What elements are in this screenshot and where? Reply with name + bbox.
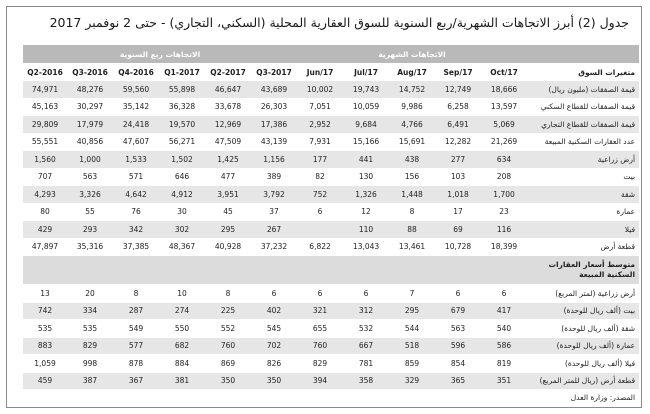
table-row [23,372,639,390]
price-section-header-row [23,256,639,285]
variables-header: متغيرات السوق [527,64,639,81]
row-label: عدد العقارات السكنية المبيعة [527,133,639,151]
table-cell [297,221,343,239]
column-header: 2016-Q3 [67,64,113,81]
table-row [23,151,639,169]
table-cell: 267 [251,221,297,239]
table-cell: 545 [251,320,297,338]
table-cell: 518 [389,337,435,355]
table-cell: 74,971 [23,81,67,99]
table-cell: 859 [389,355,435,373]
table-cell: 12,749 [435,81,481,99]
table-cell: 55,898 [159,81,205,99]
table-cell: 1,425 [205,151,251,169]
table-cell: 6,491 [435,116,481,134]
row-label: بيت (ألف ريال للوحدة) [527,302,639,320]
column-header: 2017-Q2 [205,64,251,81]
table-cell: 544 [389,320,435,338]
table-cell: 225 [205,302,251,320]
table-cell: 417 [481,302,527,320]
table-cell: 17 [435,203,481,221]
table-cell: 8 [389,203,435,221]
table-cell: 655 [297,320,343,338]
table-row [23,186,639,204]
table-cell: 208 [481,168,527,186]
table-cell: 82 [297,168,343,186]
table-body [23,45,639,81]
table-cell: 88 [389,221,435,239]
table-cell: 47,607 [113,133,159,151]
price-section-label: متوسط أسعار العقارات السكنية المبيعة [527,256,639,285]
table-cell: 535 [67,320,113,338]
column-header: Jun/17 [297,64,343,81]
table-cell: 682 [159,337,205,355]
table-cell: 1,156 [251,151,297,169]
table-cell: 9,684 [343,116,389,134]
table-cell: 7 [389,285,435,303]
table-cell: 4,912 [159,186,205,204]
table-row [23,168,639,186]
table-cell: 47,897 [23,238,67,256]
table-cell: 571 [113,168,159,186]
table-cell: 329 [389,372,435,390]
table-cell: 7,051 [297,98,343,116]
table-cell: 13 [23,285,67,303]
table-cell: 130 [343,168,389,186]
table-cell: 59,560 [113,81,159,99]
quarterly-group-header: الاتجاهات ربع السنوية [23,45,297,64]
table-cell: 1,560 [23,151,67,169]
row-label: شقة [527,186,639,204]
table-cell: 33,678 [205,98,251,116]
table-cell: 4,293 [23,186,67,204]
table-cell: 702 [251,337,297,355]
table-cell: 156 [389,168,435,186]
table-cell: 80 [23,203,67,221]
table-row [23,221,639,239]
column-header: 2017-Q1 [159,64,205,81]
table-cell: 15,691 [389,133,435,151]
table-cell: 293 [67,221,113,239]
row-label: أرض زراعية [527,151,639,169]
table-cell: 116 [481,221,527,239]
table-cell: 596 [435,337,481,355]
row-label: أرض زراعية (لمتر المربع) [527,285,639,303]
table-cell: 45 [205,203,251,221]
row-label: قيمة الصفقات (مليون ريال) [527,81,639,99]
table-cell: 295 [389,302,435,320]
table-row [23,320,639,338]
source-note: المصدر: وزارة العدل [23,390,639,405]
table-cell: 321 [297,302,343,320]
table-cell: 540 [481,320,527,338]
table-cell: 55 [67,203,113,221]
table-cell: 46,647 [205,81,251,99]
table-cell: 829 [67,337,113,355]
table-cell: 550 [159,320,205,338]
table-cell: 10,059 [343,98,389,116]
table-cell: 14,752 [389,81,435,99]
table-cell: 13,043 [343,238,389,256]
table-cell: 103 [435,168,481,186]
table-cell: 40,928 [205,238,251,256]
table-cell: 6 [435,285,481,303]
table-cell: 6 [251,285,297,303]
table-cell: 30 [159,203,205,221]
table-cell: 752 [297,186,343,204]
table-cell: 37,232 [251,238,297,256]
row-label: شقة (ألف ريال للوحدة) [527,320,639,338]
price-section [23,256,639,285]
table-cell: 43,689 [251,81,297,99]
table-cell: 21,269 [481,133,527,151]
table-row [23,81,639,99]
table-cell: 381 [159,372,205,390]
table-cell: 56,271 [159,133,205,151]
row-label: قطعة أرض [527,238,639,256]
table-cell: 76 [113,203,159,221]
table-cell: 4,766 [389,116,435,134]
table-cell: 17,386 [251,116,297,134]
column-header: Oct/17 [481,64,527,81]
table-cell: 10,728 [435,238,481,256]
table-cell: 312 [343,302,389,320]
table-cell: 389 [251,168,297,186]
table-row [23,238,639,256]
document-frame [6,6,642,408]
table-cell: 5,069 [481,116,527,134]
table-row [23,355,639,373]
table-cell: 819 [481,355,527,373]
table-cell: 1,700 [481,186,527,204]
table-cell: 35,316 [67,238,113,256]
row-label: عمارة [527,203,639,221]
table-row [23,203,639,221]
table-cell: 350 [205,372,251,390]
column-header: 2016-Q4 [113,64,159,81]
table-cell: 1,326 [343,186,389,204]
table-cell: 3,326 [67,186,113,204]
table-row [23,285,639,303]
monthly-group-header: الاتجاهات الشهرية [297,45,527,64]
row-label: قطعة أرض (ريال للمتر المربع) [527,372,639,390]
table-cell: 1,059 [23,355,67,373]
table-cell: 69 [435,221,481,239]
table-cell: 19,743 [343,81,389,99]
table-cell: 8 [205,285,251,303]
table-cell: 532 [343,320,389,338]
table-cell: 781 [343,355,389,373]
table-cell: 12,282 [435,133,481,151]
table-cell: 6 [297,285,343,303]
column-header: 2016-Q2 [23,64,67,81]
table-cell: 441 [343,151,389,169]
table-cell: 37,385 [113,238,159,256]
table-cell: 884 [159,355,205,373]
table-cell: 40,856 [67,133,113,151]
table-cell: 387 [67,372,113,390]
table-cell: 742 [23,302,67,320]
table-cell: 358 [343,372,389,390]
table-cell: 36,328 [159,98,205,116]
table-cell: 342 [113,221,159,239]
table-cell: 1,502 [159,151,205,169]
table-cell: 351 [481,372,527,390]
table-cell: 12 [343,203,389,221]
table-cell: 7,931 [297,133,343,151]
table-cell: 402 [251,302,297,320]
table-cell: 3,951 [205,186,251,204]
row-label: بيت [527,168,639,186]
table-cell: 883 [23,337,67,355]
table-cell: 47,509 [205,133,251,151]
table-cell: 29,809 [23,116,67,134]
table-cell: 43,139 [251,133,297,151]
table-cell: 1,448 [389,186,435,204]
table-cell: 6,258 [435,98,481,116]
table-cell: 634 [481,151,527,169]
table-cell: 1,533 [113,151,159,169]
table-cell: 55,551 [23,133,67,151]
column-header: Sep/17 [435,64,481,81]
table-cell: 48,276 [67,81,113,99]
table-cell: 6 [481,285,527,303]
table-cell: 48,367 [159,238,205,256]
row-label: فيلا [527,221,639,239]
table-cell: 586 [481,337,527,355]
table-cell: 9,986 [389,98,435,116]
table-cell: 829 [297,355,343,373]
table-cell: 110 [343,221,389,239]
table-cell: 35,142 [113,98,159,116]
table-cell: 4,642 [113,186,159,204]
table-cell: 367 [113,372,159,390]
table-cell: 12,969 [205,116,251,134]
table-cell: 8 [113,285,159,303]
price-rows [23,285,639,390]
table-cell: 18,666 [481,81,527,99]
table-cell: 23 [481,203,527,221]
table-cell: 549 [113,320,159,338]
column-header-row [23,64,639,81]
table-row [23,133,639,151]
table-cell: 10,002 [297,81,343,99]
table-cell: 6,822 [297,238,343,256]
table-cell: 18,399 [481,238,527,256]
table-cell: 760 [205,337,251,355]
source-section [23,390,639,405]
table-cell: 429 [23,221,67,239]
table-cell: 477 [205,168,251,186]
table-cell: 13,461 [389,238,435,256]
table-title: جدول (2) أبرز الاتجاهات الشهرية/ربع السنوية للسوق العقارية المحلية (السكني، التجاري) - حتى 2 نوفمبر 2017 [49,15,629,30]
table-cell: 37 [251,203,297,221]
table-cell: 295 [205,221,251,239]
table-cell: 826 [251,355,297,373]
table-cell: 277 [435,151,481,169]
table-cell: 10 [159,285,205,303]
table-cell: 878 [113,355,159,373]
table-cell: 1,000 [67,151,113,169]
table-row [23,98,639,116]
row-label: قيمة الصفقات للقطاع السكني [527,98,639,116]
table-cell: 26,303 [251,98,297,116]
table-cell: 646 [159,168,205,186]
table-cell: 45,163 [23,98,67,116]
table-cell: 707 [23,168,67,186]
table-cell: 274 [159,302,205,320]
table-cell: 19,570 [159,116,205,134]
column-header: Jul/17 [343,64,389,81]
row-label: عمارة (ألف ريال للوحدة) [527,337,639,355]
table-cell: 20 [67,285,113,303]
table-cell: 563 [435,320,481,338]
table-cell: 365 [435,372,481,390]
table-cell: 350 [251,372,297,390]
table-cell: 854 [435,355,481,373]
table-cell: 17,979 [67,116,113,134]
table-cell: 667 [343,337,389,355]
table-cell: 459 [23,372,67,390]
table-cell: 6 [297,203,343,221]
table-cell: 6 [343,285,389,303]
table-cell: 334 [67,302,113,320]
column-header: Aug/17 [389,64,435,81]
table-cell: 563 [67,168,113,186]
table-cell: 679 [435,302,481,320]
table-cell: 760 [297,337,343,355]
table-cell: 177 [297,151,343,169]
table-cell: 535 [23,320,67,338]
table-cell: 15,166 [343,133,389,151]
row-label: فيلا (ألف ريال للوحدة) [527,355,639,373]
table-row [23,337,639,355]
real-estate-trends-table [23,45,639,405]
header-corner [527,45,639,64]
table-cell: 552 [205,320,251,338]
main-rows [23,81,639,256]
table-cell: 438 [389,151,435,169]
column-header: 2017-Q3 [251,64,297,81]
table-cell: 287 [113,302,159,320]
table-row [23,116,639,134]
table-cell: 2,952 [297,116,343,134]
table-cell: 394 [297,372,343,390]
table-cell: 998 [67,355,113,373]
table-cell: 869 [205,355,251,373]
table-cell: 3,792 [251,186,297,204]
table-cell: 30,297 [67,98,113,116]
group-header-row [23,45,639,64]
row-label: قيمة الصفقات للقطاع التجاري [527,116,639,134]
source-row [23,390,639,405]
table-row [23,302,639,320]
table-cell: 24,418 [113,116,159,134]
table-cell: 302 [159,221,205,239]
table-cell: 13,597 [481,98,527,116]
table-cell: 577 [113,337,159,355]
table-cell: 1,018 [435,186,481,204]
